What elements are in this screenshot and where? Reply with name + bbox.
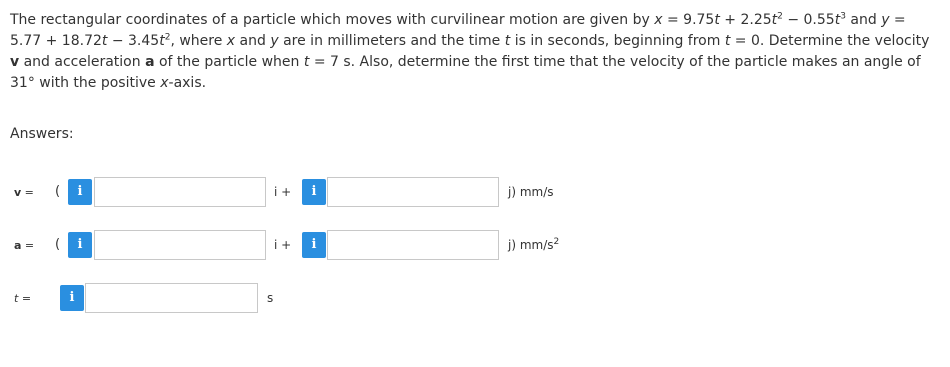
info-icon[interactable]: i bbox=[68, 232, 92, 258]
velocity-j-input[interactable] bbox=[327, 177, 499, 207]
velocity-i-input[interactable] bbox=[94, 177, 266, 207]
info-icon[interactable]: i bbox=[302, 232, 326, 258]
problem-statement: The rectangular coordinates of a particle which moves with curvilinear motion are given by $x = 9.75t + 2.25t^2 - 0.55t^3$ and $y = 5.77 + 18.72t - 3.45t^2$, where x and y are in millimeters and the time t is in seconds, beginning from t = 0. Determine the velocity v and acceleration a of the particle when t = 7 s. Also, determine the first time that the velocity of the particle makes an angle of 31° with the positive x-axis. bbox=[10, 11, 930, 91]
acceleration-i-input[interactable] bbox=[94, 230, 266, 260]
acceleration-unit: j) $mm/s^2$ bbox=[508, 237, 560, 252]
i-plus-label: i + bbox=[274, 185, 292, 199]
time-label: t = bbox=[14, 292, 32, 305]
acceleration-j-input[interactable] bbox=[327, 230, 499, 260]
velocity-unit: j) mm/s bbox=[508, 185, 554, 199]
acceleration-row bbox=[0, 230, 950, 262]
open-paren: ( bbox=[55, 237, 61, 252]
i-plus-label: i + bbox=[274, 238, 292, 252]
open-paren: ( bbox=[55, 184, 61, 199]
velocity-label: v = bbox=[14, 186, 34, 199]
info-icon[interactable]: i bbox=[302, 179, 326, 205]
acceleration-label: a = bbox=[14, 239, 35, 252]
time-unit: s bbox=[267, 291, 274, 305]
info-icon[interactable]: i bbox=[68, 179, 92, 205]
velocity-row bbox=[0, 177, 950, 209]
time-input[interactable] bbox=[85, 283, 258, 313]
time-row bbox=[0, 283, 950, 315]
answers-label: Answers: bbox=[10, 126, 74, 142]
info-icon[interactable]: i bbox=[60, 285, 84, 311]
